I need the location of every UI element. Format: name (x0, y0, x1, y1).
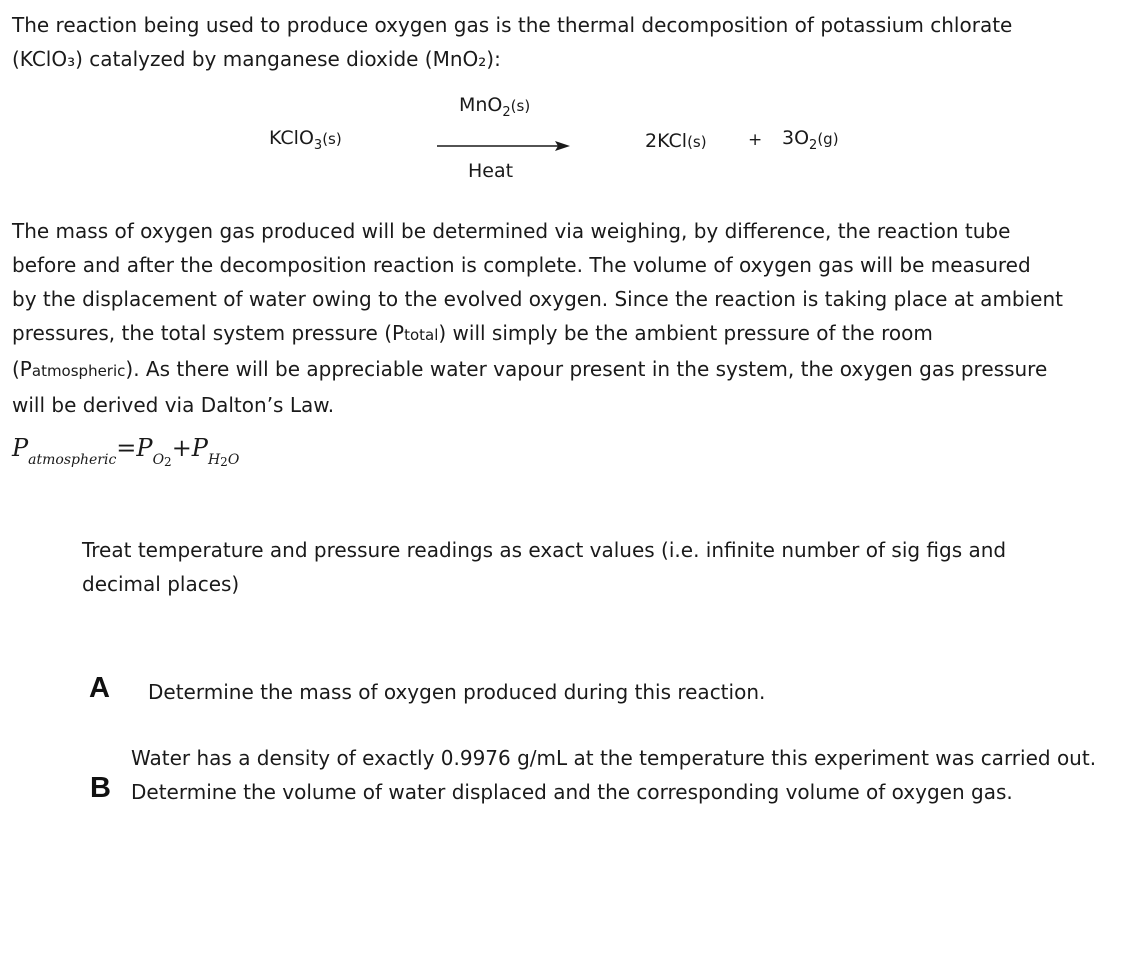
daltons-law-equation: $Patmospheric=PO_2+PH_2O$ (12, 434, 240, 469)
method-line-2: before and after the decomposition reaction is complete. The volume of oxygen gas will be measured (12, 253, 1031, 277)
intro-line-2: (KClO₃) catalyzed by manganese dioxide (MnO₂): (12, 47, 501, 71)
reaction-arrow-icon (437, 139, 570, 153)
equation-plus: + (748, 130, 763, 150)
equation-reactant: KClO$_3$(s) (269, 127, 342, 153)
equation-condition: Heat (468, 160, 514, 182)
intro-paragraph (12, 8, 1122, 76)
method-line-5: (Patmospheric). As there will be appreciable water vapour present in the system, the oxygen gas pressure (12, 357, 1048, 381)
instruction-note (82, 533, 1082, 601)
question-a-label: A (89, 672, 110, 704)
method-line-6: will be derived via Dalton’s Law. (12, 393, 335, 417)
equation-product-2: $3O_2(g)$ (782, 127, 839, 153)
question-b-line-1: Water has a density of exactly 0.9976 g/mL at the temperature this experiment was carried out. (131, 746, 1097, 770)
intro-line-1: The reaction being used to produce oxygen gas is the thermal decomposition of potassium chlorate (12, 13, 1013, 37)
method-paragraph (12, 214, 1122, 422)
method-line-4: pressures, the total system pressure (Ptotal) will simply be the ambient pressure of the room (12, 321, 933, 345)
question-a-text: Determine the mass of oxygen produced during this reaction. (148, 680, 766, 704)
method-line-3: by the displacement of water owing to the evolved oxygen. Since the reaction is taking place at ambient (12, 287, 1063, 311)
note-line-2: decimal places) (82, 572, 240, 596)
equation-product-1: 2KCl(s) (645, 130, 707, 152)
method-line-1: The mass of oxygen gas produced will be determined via weighing, by difference, the reaction tube (12, 219, 1011, 243)
question-b-line-2: Determine the volume of water displaced and the corresponding volume of oxygen gas. (131, 780, 1013, 804)
equation-catalyst: MnO$_2$(s) (459, 94, 531, 120)
question-b-text (131, 741, 1096, 809)
question-b-label: B (90, 772, 111, 804)
note-line-1: Treat temperature and pressure readings as exact values (i.e. infinite number of sig figs and (82, 538, 1007, 562)
